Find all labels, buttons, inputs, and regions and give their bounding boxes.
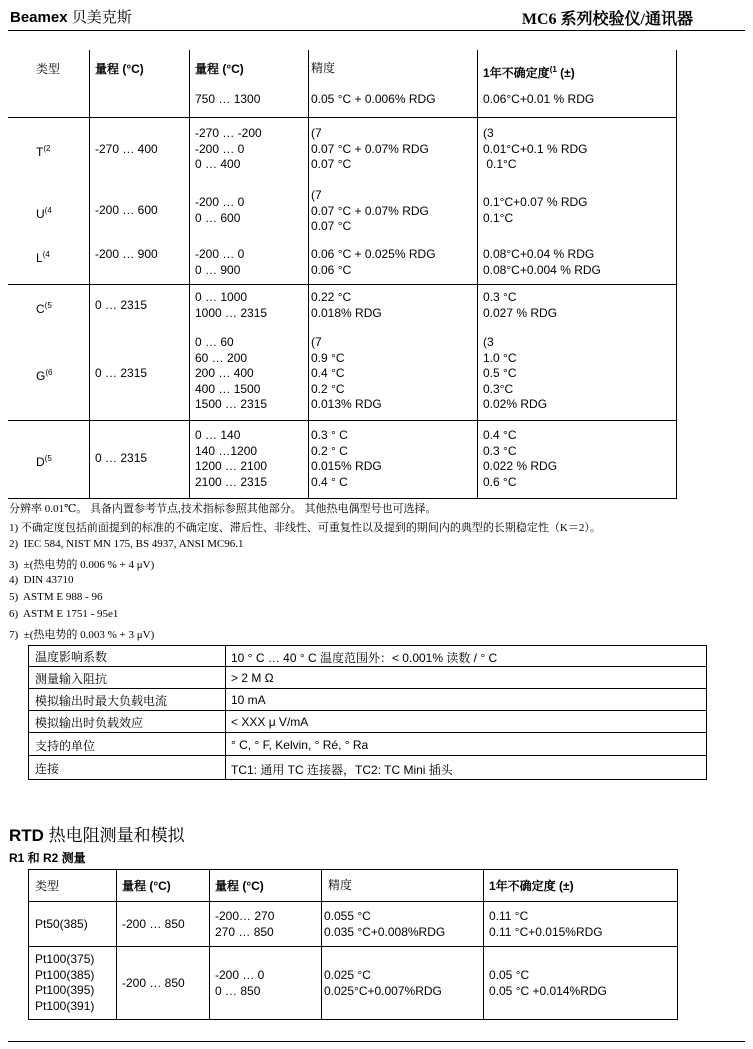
rtd-cell-range1: -200 … 850 [122,917,185,931]
tc-cell-range1: -270 … 400 [95,142,158,156]
tc-cell-range2: 0 … 60 60 … 200 200 … 400 400 … 1500 1500 … 2315 [195,335,268,411]
spec-line [28,666,707,667]
rtd-line [28,901,678,902]
spec-value: < XXX μ V/mA [231,715,309,729]
tc-cell-range2: 0 … 1000 1000 … 2315 [195,290,268,320]
rtd-line [28,946,678,947]
tc-cell-range1: 0 … 2315 [95,298,148,312]
tc-cell-accuracy: 0.05 °C + 0.006% RDG [311,92,436,106]
spec-value: ° C, ° F, Kelvin, ° Ré, ° Ra [231,738,369,752]
tc-cell-range2: -200 … 0 0 … 900 [195,247,245,277]
tc-cell-range2: 0 … 140 140 …1200 1200 … 2100 2100 … 2315 [195,428,268,489]
tc-header-accuracy: 精度 [311,61,336,75]
rtd-line [28,869,29,1020]
spec-line [28,779,707,780]
tc-row-line [8,420,677,421]
note-5: 5) ASTM E 988 - 96 [9,591,103,603]
rtd-header-type: 类型 [35,879,60,893]
tc-row-line [8,284,677,285]
tc-cell-range1: -200 … 900 [95,247,158,261]
note-resolution: 分辨率 0.01℃。 具备内置参考节点,技术指标参照其他部分。 其他热电偶型号也可选择。 [9,503,437,515]
rtd-line [28,1019,678,1020]
spec-label: 模拟输出时最大负载电流 [35,694,168,708]
rtd-cell-uncertainty: 0.11 °C 0.11 °C+0.015%RDG [489,909,603,939]
tc-cell-uncertainty: (3 1.0 °C 0.5 °C 0.3°C 0.02% RDG [483,335,548,411]
tc-cell-accuracy: 0.3 ° C 0.2 ° C 0.015% RDG 0.4 ° C [311,428,382,489]
rtd-cell-uncertainty: 0.05 °C 0.05 °C +0.014%RDG [489,968,607,998]
spec-label: 温度影响系数 [35,650,108,664]
product-title: MC6 系列校验仪/通讯器 [521,11,693,28]
rtd-header-range2: 量程 (°C) [215,879,264,893]
spec-value: > 2 M Ω [231,671,274,685]
spec-line [28,645,29,780]
spec-line [28,732,707,733]
tc-cell-range2: -270 … -200 -200 … 0 0 … 400 [195,126,262,171]
tc-cell-accuracy: 0.22 °C 0.018% RDG [311,290,382,320]
brand-header [10,6,132,27]
spec-label: 测量输入阻抗 [35,672,108,686]
tc-cell-uncertainty: 0.06°C+0.01 % RDG [483,92,595,106]
tc-cell-type: $G^{(6}$ [36,368,53,383]
tc-cell-accuracy: (7 0.07 °C + 0.07% RDG 0.07 °C [311,188,429,233]
rtd-header-accuracy: 精度 [328,878,353,892]
note-2: 2) IEC 584, NIST MN 175, BS 4937, ANSI MC96.1 [9,538,244,550]
rtd-cell-type: Pt50(385) [35,917,88,931]
spec-line [225,645,226,780]
tc-cell-uncertainty: 0.4 °C 0.3 °C 0.022 % RDG 0.6 °C [483,428,558,489]
spec-line [706,645,707,780]
footer-divider [8,1041,745,1042]
tc-row-line [8,117,677,118]
rtd-cell-accuracy: 0.025 °C 0.025°C+0.007%RDG [324,968,442,998]
spec-line [28,755,707,756]
tc-cell-uncertainty: 0.08°C+0.04 % RDG 0.08°C+0.004 % RDG [483,247,601,277]
tc-header-range2: 量程 (°C) [195,62,244,76]
spec-line [28,710,707,711]
spec-label: 模拟输出时负载效应 [35,716,144,730]
tc-header-uncertainty: 1年不确定度$^{(1}$ (±) [483,65,575,80]
rtd-line [677,869,678,1020]
rtd-header-uncertainty: 1年不确定度 (±) [489,879,574,893]
rtd-header-range1: 量程 (°C) [122,879,171,893]
rtd-line [28,869,678,870]
tc-cell-uncertainty: 0.3 °C 0.027 % RDG [483,290,558,320]
tc-cell-type: $D^{(5}$ [36,454,52,469]
rtd-section-title: RTD 热电阻测量和模拟 [9,826,185,845]
spec-label: 连接 [35,762,60,776]
brand-name-cn: 贝美克斯 [71,9,132,26]
rtd-line [209,869,210,1020]
tc-header-range1: 量程 (°C) [95,62,144,76]
rtd-subtitle: R1 和 R2 测量 [9,851,86,865]
rtd-cell-type: Pt100(375) Pt100(385) Pt100(395) Pt100(391) [35,952,95,1013]
tc-cell-type: $U^{(4}$ [36,206,52,221]
header-divider [8,30,745,31]
tc-cell-range2: -200 … 0 0 … 600 [195,195,245,225]
tc-cell-accuracy: 0.06 °C + 0.025% RDG 0.06 °C [311,247,436,277]
tc-cell-range1: 0 … 2315 [95,451,148,465]
tc-cell-type: $T^{(2}$ [36,144,51,159]
rtd-line [116,869,117,1020]
rtd-line [321,869,322,1020]
tc-cell-type: $C^{(5}$ [36,301,52,316]
brand-name: Beamex [10,9,68,26]
rtd-line [483,869,484,1020]
note-7: 7) ±(热电势的 0.003 % + 3 μV) [9,629,155,641]
rtd-cell-accuracy: 0.055 °C 0.035 °C+0.008%RDG [324,909,446,939]
note-4: 4) DIN 43710 [9,574,74,586]
tc-cell-accuracy: (7 0.9 °C 0.4 °C 0.2 °C 0.013% RDG [311,335,382,411]
tc-row-line [8,498,677,499]
tc-cell-accuracy: (7 0.07 °C + 0.07% RDG 0.07 °C [311,126,429,171]
spec-line [28,645,707,646]
rtd-cell-range2: -200… 270 270 … 850 [215,909,275,939]
tc-cell-range2: 750 … 1300 [195,92,261,106]
spec-label: 支持的单位 [35,739,96,753]
note-1: 1) 不确定度包括前面提到的标准的不确定度、滞后性、非线性、可重复性以及提到的期间内的典型的长期稳定性（K＝2）。 [9,522,601,534]
rtd-cell-range2: -200 … 0 0 … 850 [215,968,265,998]
spec-line [28,688,707,689]
spec-value: 10 ° C … 40 ° C 温度范围外：< 0.001% 读数 / ° C [231,651,498,665]
tc-cell-type: $L^{(4}$ [36,250,50,265]
note-6: 6) ASTM E 1751 - 95e1 [9,608,119,620]
tc-header-type: 类型 [36,62,61,76]
tc-cell-uncertainty: (3 0.01°C+0.1 % RDG 0.1°C [483,126,588,171]
note-3: 3) ±(热电势的 0.006 % + 4 μV) [9,559,155,571]
tc-cell-uncertainty: 0.1°C+0.07 % RDG 0.1°C [483,195,588,225]
tc-cell-range1: -200 … 600 [95,203,158,217]
tc-cell-range1: 0 … 2315 [95,366,148,380]
spec-value: 10 mA [231,693,266,707]
rtd-cell-range1: -200 … 850 [122,976,185,990]
spec-value: TC1: 通用 TC 连接器，TC2: TC Mini 插头 [231,763,453,777]
